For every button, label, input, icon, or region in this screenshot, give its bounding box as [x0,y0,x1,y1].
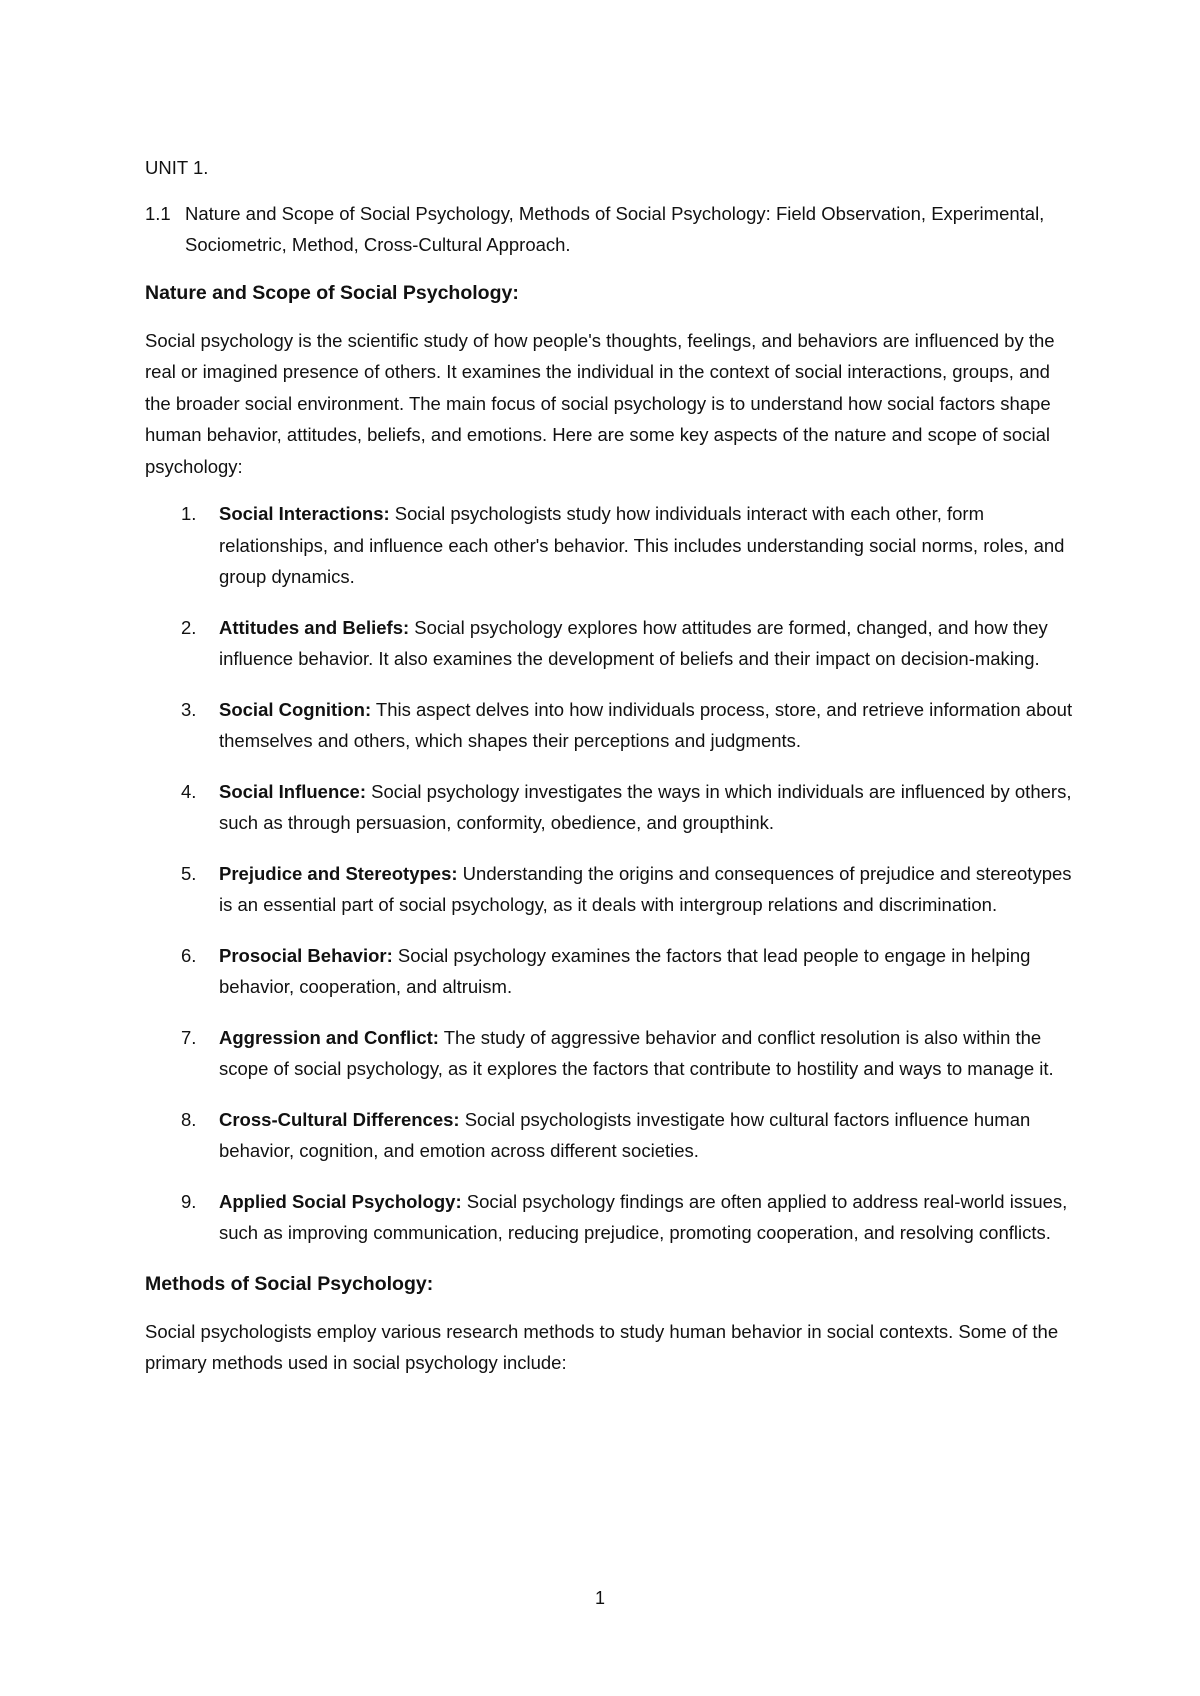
section-intro-paragraph: Social psychology is the scientific study of how people's thoughts, feelings, and behaviors are influenced by the real or imagined presence of others. It examines the individual in the context of social interactions, groups, and the broader social environment. The main focus of social psychology is to understand how social factors shape human behavior, attitudes, beliefs, and emotions. Here are some key aspects of the nature and scope of social psychology: [145,329,1055,477]
list-item-text: The study of aggressive behavior and conflict resolution is also within the scope of social psychology, as it explores the factors that contribute to hostility and ways to manage it. [219,1026,1054,1079]
list-item-text: Social psychologists study how individuals interact with each other, form relationships, and influence each other's behavior. This includes understanding social norms, roles, and group dynamics. [219,503,1065,587]
list-item-term: Aggression and Conflict: [219,1026,439,1048]
methods-intro-paragraph: Social psychologists employ various research methods to study human behavior in social contexts. Some of the primary methods used in social psychology include: [145,1320,1059,1373]
list-marker: 2. [181,616,197,638]
list-marker: 7. [181,1026,197,1048]
subsection-number: 1.1 [145,202,171,224]
list-item-text: Social psychology investigates the ways in which individuals are influenced by others, such as through persuasion, conformity, obedience, and groupthink. [219,780,1072,833]
list-item-text: Social psychology examines the factors that lead people to engage in helping behavior, cooperation, and altruism. [219,944,1031,997]
list-item [145,940,1075,1003]
section-heading-methods: Methods of Social Psychology: [145,1272,434,1295]
list-marker: 5. [181,862,197,884]
list-item [145,1186,1075,1249]
list-item-term: Applied Social Psychology: [219,1190,462,1212]
list-item-text: This aspect delves into how individuals process, store, and retrieve information about themselves and others, which shapes their perceptions and judgments. [219,698,1073,751]
aspects-list [145,498,1075,1249]
page-number: 1 [594,1588,605,1608]
list-item-term: Social Influence: [219,780,367,802]
list-item-text: Social psychology explores how attitudes are formed, changed, and how they influence behavior. It also examines the development of beliefs and their impact on decision-making. [219,616,1048,669]
list-item-text: Social psychologists investigate how cultural factors influence human behavior, cognition, and emotion across different societies. [219,1108,1031,1161]
list-item-term: Attitudes and Beliefs: [219,616,410,638]
list-item-text: Social psychology findings are often applied to address real-world issues, such as improving communication, reducing prejudice, promoting cooperation, and resolving conflicts. [219,1190,1068,1243]
list-item-term: Social Cognition: [219,698,372,720]
subsection-text: Nature and Scope of Social Psychology, Methods of Social Psychology: Field Observation, Experimental, Sociometric, Method, Cross-Cultural Approach. [185,202,1045,255]
list-item [145,1104,1075,1167]
list-item-term: Prosocial Behavior: [219,944,393,966]
list-marker: 1. [181,503,197,524]
list-marker: 8. [181,1108,197,1130]
list-marker: 6. [181,944,197,966]
list-item-text: Understanding the origins and consequences of prejudice and stereotypes is an essential part of social psychology, as it deals with intergroup relations and discrimination. [219,862,1072,915]
subsection-line [145,198,1075,261]
page-content [145,152,1075,1395]
list-item [145,498,1075,593]
list-item-term: Prejudice and Stereotypes: [219,862,458,884]
list-marker: 9. [181,1190,197,1212]
list-item [145,858,1075,921]
list-item-term: Cross-Cultural Differences: [219,1108,460,1130]
list-marker: 3. [181,698,197,720]
section-heading-nature-scope: Nature and Scope of Social Psychology: [145,281,519,304]
list-item [145,612,1075,675]
unit-title: UNIT 1. [145,157,209,178]
list-marker: 4. [181,780,197,802]
list-item [145,694,1075,757]
list-item [145,1022,1075,1085]
list-item-term: Social Interactions: [219,503,390,524]
list-item [145,776,1075,839]
